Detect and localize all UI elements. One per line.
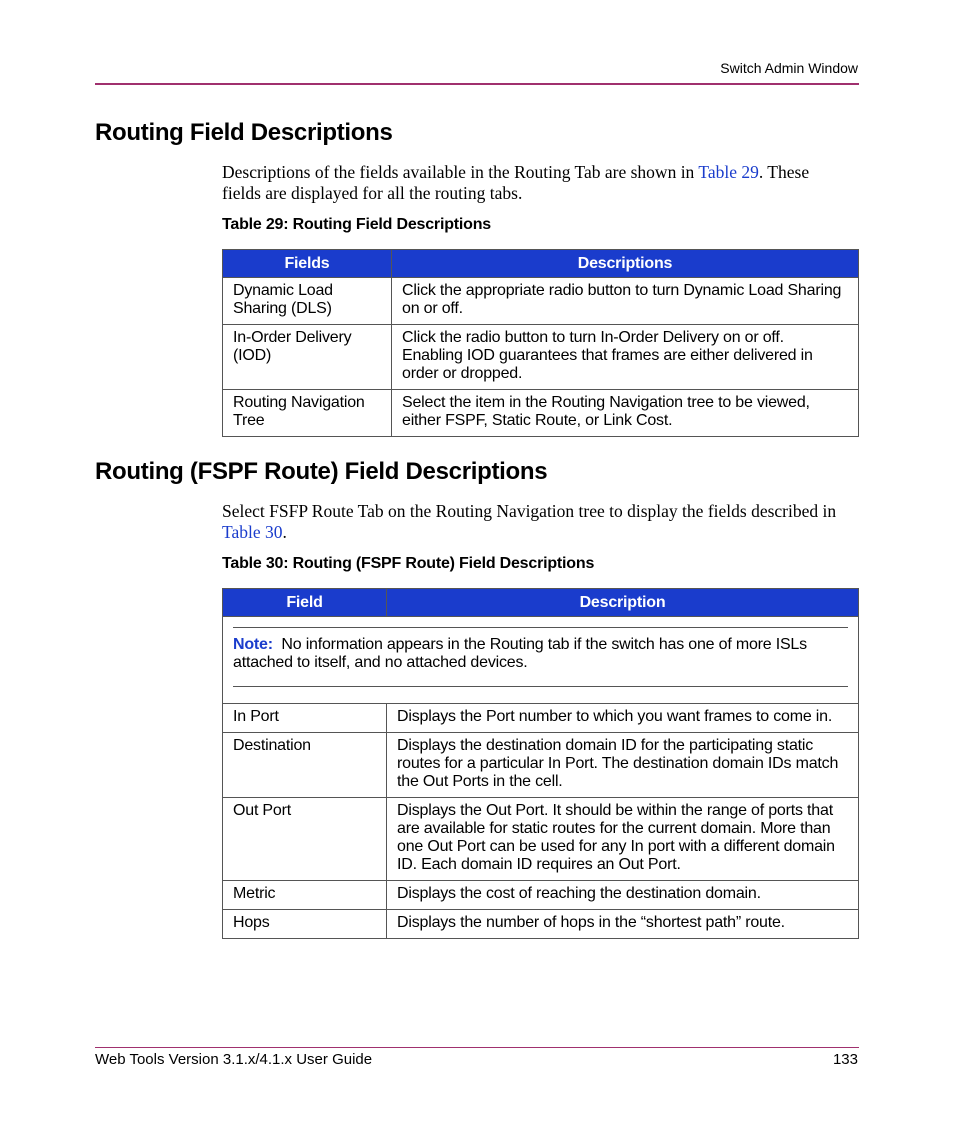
column-header-description: Description xyxy=(387,589,859,617)
table-29-link[interactable]: Table 29 xyxy=(698,162,759,182)
intro-text: Descriptions of the fields available in the Routing Tab are shown in xyxy=(222,162,699,182)
table-header-row xyxy=(223,589,859,617)
page-number: 133 xyxy=(832,1051,858,1068)
field-cell: Out Port xyxy=(223,798,387,881)
table-row xyxy=(223,733,859,798)
section-intro-fspf-route xyxy=(222,501,852,543)
table-row xyxy=(223,910,859,939)
column-header-field: Field xyxy=(223,589,387,617)
table-30-link[interactable]: Table 30 xyxy=(222,522,283,542)
running-header: Switch Admin Window xyxy=(720,60,858,76)
note-box xyxy=(233,627,848,687)
description-cell: Click the appropriate radio button to turn Dynamic Load Sharing on or off. xyxy=(392,278,859,325)
description-cell: Displays the Port number to which you want frames to come in. xyxy=(387,704,859,733)
description-cell: Displays the destination domain ID for the participating static routes for a particular In Port. The destination domain IDs match the Out Ports in the cell. xyxy=(387,733,859,798)
table-row xyxy=(223,390,859,437)
note-cell xyxy=(223,617,859,704)
header-rule xyxy=(95,83,859,85)
table-header-row xyxy=(223,250,859,278)
section-heading-routing: Routing Field Descriptions xyxy=(95,119,393,146)
note-row xyxy=(223,617,859,704)
intro-text: Select FSFP Route Tab on the Routing Navigation tree to display the fields described in xyxy=(222,501,837,521)
description-cell: Displays the Out Port. It should be within the range of ports that are available for static routes for the current domain. More than one Out Port can be used for any In port with a different domain ID. Each domain ID requires an Out Port. xyxy=(387,798,859,881)
table-row xyxy=(223,325,859,390)
fspf-route-fields-table xyxy=(222,588,859,939)
field-cell: Routing Navigation Tree xyxy=(223,390,392,437)
description-cell: Select the item in the Routing Navigation tree to be viewed, either FSPF, Static Route, or Link Cost. xyxy=(392,390,859,437)
footer-rule xyxy=(95,1047,859,1048)
footer-guide-title: Web Tools Version 3.1.x/4.1.x User Guide xyxy=(95,1051,373,1068)
note-label: Note: xyxy=(233,636,273,653)
table-row xyxy=(223,278,859,325)
note-text: No information appears in the Routing tab if the switch has one of more ISLs attached to itself, and no attached devices. xyxy=(233,636,807,671)
field-cell: Dynamic Load Sharing (DLS) xyxy=(223,278,392,325)
field-cell: Hops xyxy=(223,910,387,939)
description-cell: Click the radio button to turn In-Order Delivery on or off. Enabling IOD guarantees that frames are either delivered in order or dropped. xyxy=(392,325,859,390)
table-29-caption: Table 29: Routing Field Descriptions xyxy=(222,216,491,233)
field-cell: In-Order Delivery (IOD) xyxy=(223,325,392,390)
field-cell: Destination xyxy=(223,733,387,798)
intro-text-end: . xyxy=(282,522,287,542)
table-row xyxy=(223,881,859,910)
field-cell: In Port xyxy=(223,704,387,733)
intro-text-end: . These fields are displayed for all the routing tabs. xyxy=(222,162,810,203)
column-header-fields: Fields xyxy=(223,250,392,278)
table-30-caption: Table 30: Routing (FSPF Route) Field Descriptions xyxy=(222,555,595,572)
section-intro-routing xyxy=(222,162,852,204)
section-heading-fspf-route: Routing (FSPF Route) Field Descriptions xyxy=(95,458,548,485)
routing-fields-table xyxy=(222,249,859,437)
column-header-descriptions: Descriptions xyxy=(392,250,859,278)
table-row xyxy=(223,704,859,733)
field-cell: Metric xyxy=(223,881,387,910)
table-row xyxy=(223,798,859,881)
description-cell: Displays the cost of reaching the destination domain. xyxy=(387,881,859,910)
description-cell: Displays the number of hops in the “shortest path” route. xyxy=(387,910,859,939)
